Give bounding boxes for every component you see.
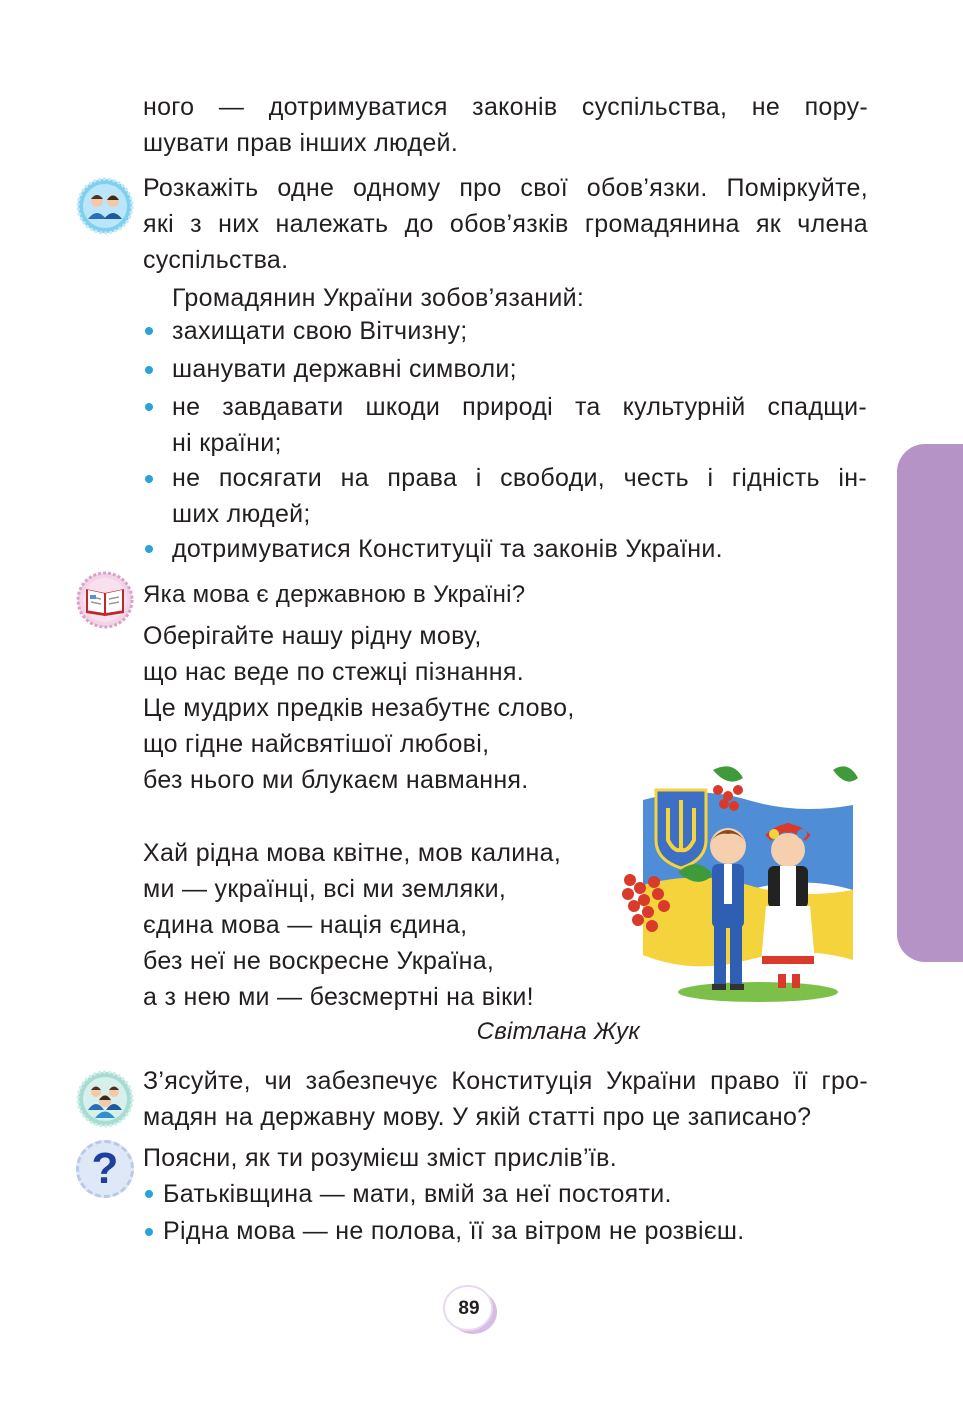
duties-heading: Громадянин України зобов’язаний:	[172, 284, 585, 312]
question-glyph: ?	[91, 1144, 119, 1193]
group-of-students-icon	[76, 1070, 134, 1128]
list-bullet	[145, 1190, 153, 1198]
list-item	[172, 351, 867, 387]
open-book-icon	[76, 571, 134, 629]
poem-author: Світлана Жук	[476, 1018, 640, 1045]
proverb-item: Рідна мова — не полова, її за вітром не розвієш.	[163, 1217, 745, 1245]
list-bullet	[145, 1228, 153, 1236]
text-line: суспільства.	[143, 246, 289, 274]
list-bullet	[145, 545, 153, 553]
list-bullet	[145, 327, 153, 335]
section-side-tab	[897, 444, 963, 962]
list-bullet	[145, 366, 153, 374]
text-line: ні країни;	[172, 429, 282, 457]
text-line: не завдавати шкоди природі та культурній спадщи-	[172, 393, 867, 421]
text-line: дотримуватися Конституції та законів України.	[172, 535, 723, 563]
list-bullet	[145, 475, 153, 483]
text-line: шувати прав інших людей.	[143, 129, 459, 157]
poem-line: що гідне найсвятішої любові,	[143, 730, 490, 758]
poem-line: а з нею ми — безсмертні на віки!	[143, 983, 534, 1011]
poem-line: єдина мова — нація єдина,	[143, 911, 468, 939]
text-line: Розкажіть одне одному про свої обов’язки. Поміркуйте,	[143, 174, 868, 202]
text-line: не посягати на права і свободи, честь і гідність ін-	[172, 464, 867, 492]
list-bullet	[145, 403, 153, 411]
poem-line: без неї не воскресне Україна,	[143, 947, 495, 975]
children-with-flag-illustration	[618, 760, 868, 1010]
question-mark-icon	[76, 1140, 134, 1198]
task-1-text	[143, 170, 868, 278]
poem-line: що нас веде по стежці пізнання.	[143, 658, 524, 686]
page-number-badge	[443, 1286, 495, 1332]
text-line: які з них належать до обов’язків громадянина як члена	[143, 210, 868, 238]
list-item	[172, 313, 867, 349]
list-item	[172, 460, 867, 532]
poem-stanza-2	[143, 835, 623, 1015]
poem-line: ми — українці, всі ми земляки,	[143, 875, 507, 903]
list-item	[172, 389, 867, 461]
proverb-item: Батьківщина — мати, вмій за неї постояти.	[163, 1180, 672, 1208]
page-number: 89	[458, 1298, 480, 1319]
text-line: захищати свою Вітчизну;	[172, 317, 468, 345]
text-line: мадян на державну мову. У якій статті про це записано?	[143, 1103, 812, 1131]
text-line: ного — дотримуватися законів суспільства, не пору-	[143, 93, 868, 121]
poem-stanza-1	[143, 618, 643, 798]
intro-paragraph	[143, 89, 868, 161]
task-2-question: Яка мова є державною в Україні?	[143, 581, 526, 608]
poem-line: Оберігайте нашу рідну мову,	[143, 622, 482, 650]
poem-line: Хай рідна мова квітне, мов калина,	[143, 839, 562, 867]
text-line: З’ясуйте, чи забезпечує Конституція України право її гро-	[143, 1067, 868, 1095]
pair-of-students-icon	[76, 177, 134, 235]
text-line: ших людей;	[172, 500, 311, 528]
task-4-prompt: Поясни, як ти розумієш зміст прислів’їв.	[143, 1144, 617, 1172]
task-3-text	[143, 1063, 868, 1135]
poem-line: Це мудрих предків незабутнє слово,	[143, 694, 575, 722]
list-item	[172, 531, 867, 567]
poem-line: без нього ми блукаєм навмання.	[143, 766, 529, 794]
text-line: шанувати державні символи;	[172, 355, 517, 383]
